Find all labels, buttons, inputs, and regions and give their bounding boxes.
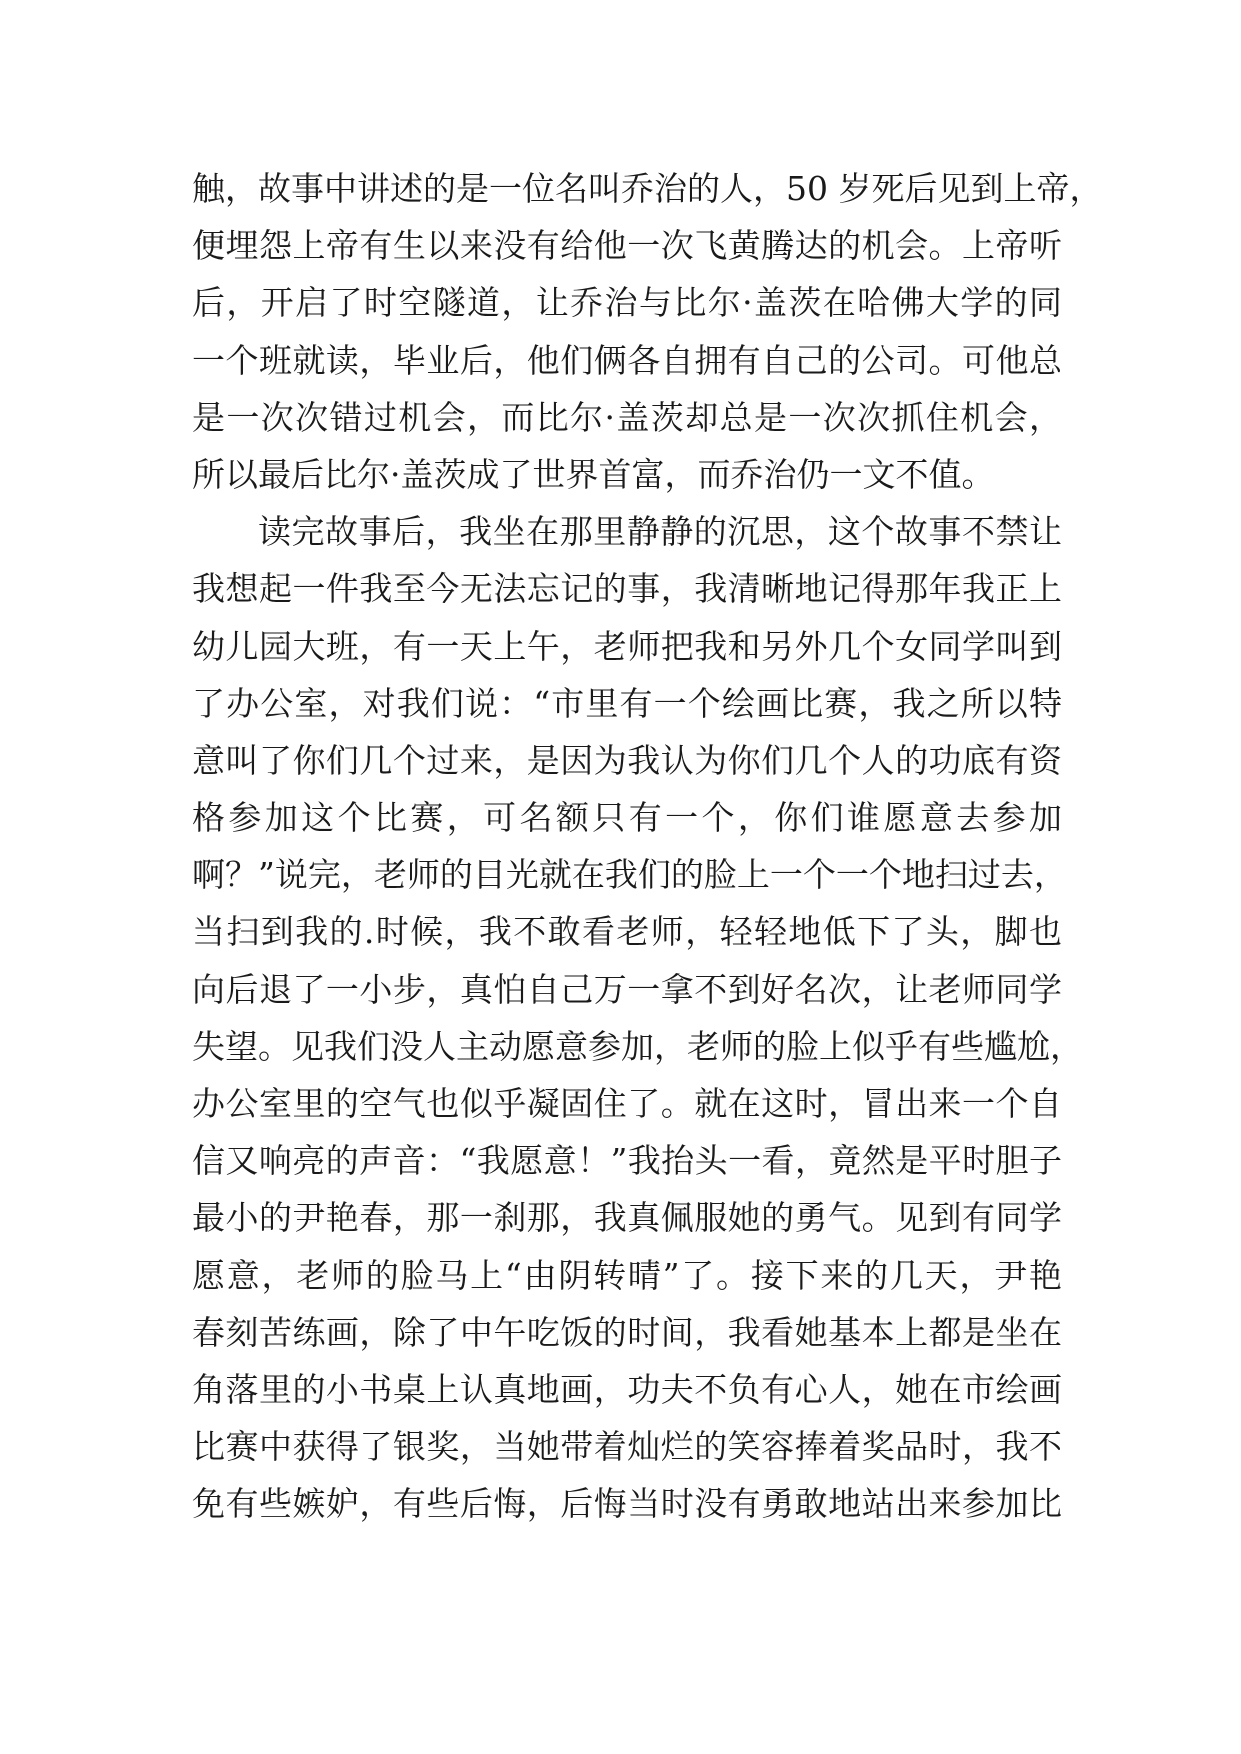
paragraph-line: 是一次次错过机会，而比尔·盖茨却总是一次次抓住机会， [192,397,1062,437]
paragraph-line: 信又响亮的声音：“我愿意！”我抬头一看，竟然是平时胆子 [192,1141,1062,1181]
paragraph-line: 当扫到我的.时候，我不敢看老师，轻轻地低下了头，脚也 [192,912,1062,952]
paragraph-line: 格参加这个比赛，可名额只有一个，你们谁愿意去参加 [192,798,1062,838]
paragraph-line: 向后退了一小步，真怕自己万一拿不到好名次，让老师同学 [192,969,1062,1009]
paragraph-line: 角落里的小书桌上认真地画，功夫不负有心人，她在市绘画 [192,1369,1062,1409]
paragraph-line: 意叫了你们几个过来，是因为我认为你们几个人的功底有资 [192,740,1062,780]
paragraph-line: 最小的尹艳春，那一刹那，我真佩服她的勇气。见到有同学 [192,1198,1062,1238]
paragraph-line: 比赛中获得了银奖，当她带着灿烂的笑容捧着奖品时，我不 [192,1427,1062,1467]
paragraph-line: 一个班就读，毕业后，他们俩各自拥有自己的公司。可他总 [192,340,1062,380]
paragraph-line: 幼儿园大班，有一天上午，老师把我和另外几个女同学叫到 [192,626,1062,666]
paragraph-line: 春刻苦练画，除了中午吃饭的时间，我看她基本上都是坐在 [192,1312,1062,1352]
paragraph-line: 我想起一件我至今无法忘记的事，我清晰地记得那年我正上 [192,569,1062,609]
paragraph-line: 失望。见我们没人主动愿意参加，老师的脸上似乎有些尴尬， [192,1026,1083,1066]
paragraph-line: 免有些嫉妒，有些后悔，后悔当时没有勇敢地站出来参加比 [192,1484,1062,1524]
paragraph-line: 办公室里的空气也似乎凝固住了。就在这时，冒出来一个自 [192,1084,1062,1123]
paragraph-line: 读完故事后，我坐在那里静静的沉思，这个故事不禁让 [258,512,1062,552]
paragraph-1 [192,160,1103,503]
paragraph-line: 愿意，老师的脸马上“由阴转晴”了。接下来的几天，尹艳 [192,1255,1062,1295]
paragraph-line: 所以最后比尔·盖茨成了世界首富，而乔治仍一文不值。 [192,454,995,494]
paragraph-line: 啊？”说完，老师的目光就在我们的脸上一个一个地扫过去， [192,855,1067,895]
body-text [192,160,1103,1533]
paragraph-line: 后，开启了时空隧道，让乔治与比尔·盖茨在哈佛大学的同 [192,283,1062,323]
paragraph-2 [192,503,1083,1532]
paragraph-line: 触，故事中讲述的是一位名叫乔治的人，50 岁死后见到上帝， [192,169,1103,208]
paragraph-line: 了办公室，对我们说：“市里有一个绘画比赛，我之所以特 [192,683,1062,723]
paragraph-line: 便埋怨上帝有生以来没有给他一次飞黄腾达的机会。上帝听 [192,226,1062,266]
